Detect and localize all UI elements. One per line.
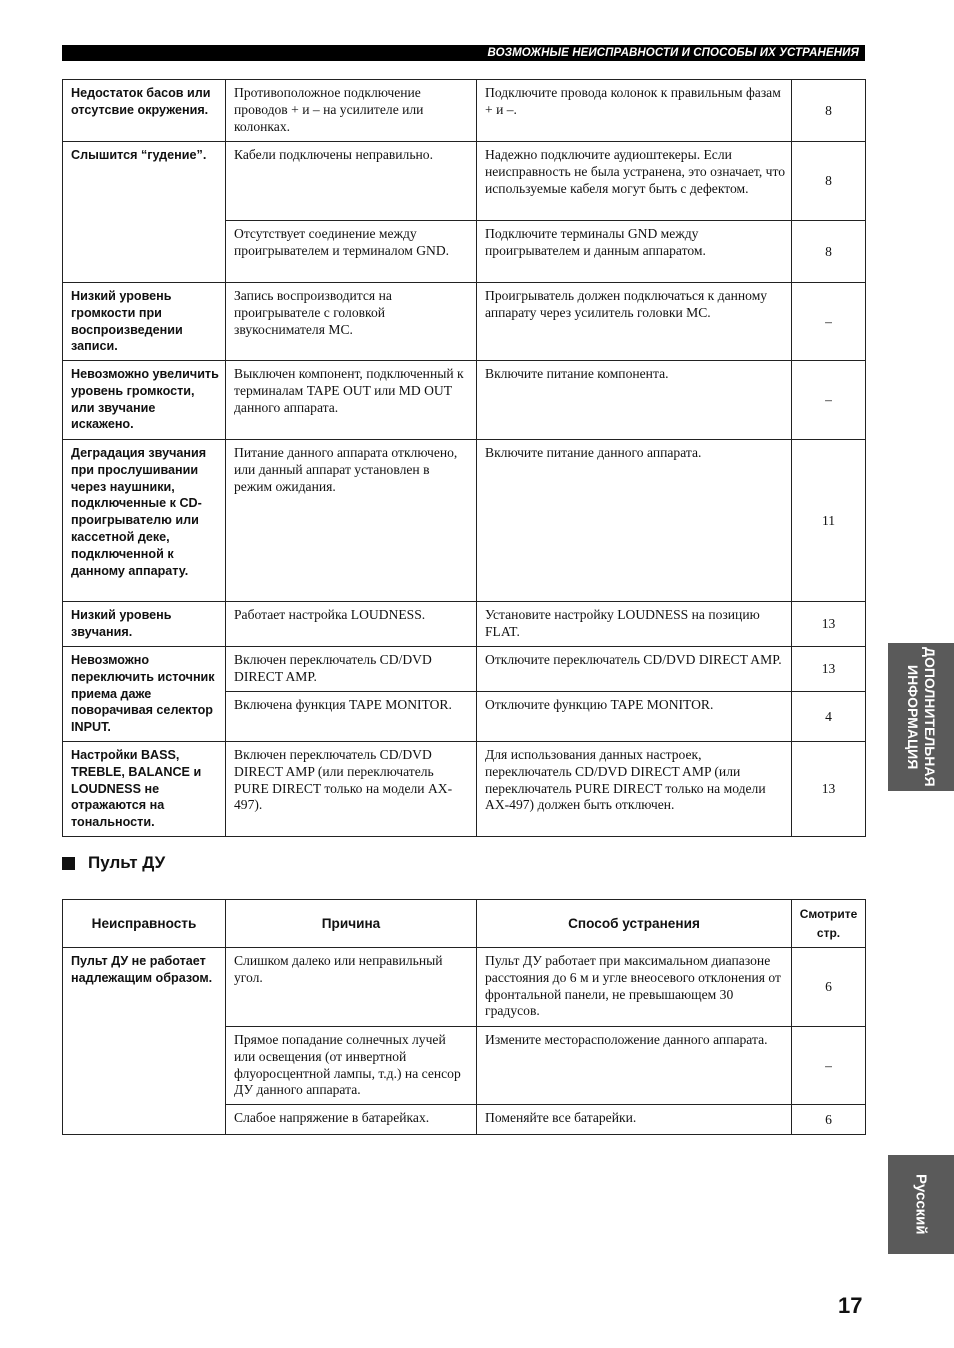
page-ref-cell: 6	[792, 948, 866, 1027]
cause-cell: Слабое напряжение в батарейках.	[226, 1105, 477, 1135]
cause-cell: Включен переключатель CD/DVD DIRECT AMP.	[226, 647, 477, 692]
cause-cell: Выключен компонент, подключенный к терминалам TAPE OUT или MD OUT данного аппарата.	[226, 361, 477, 440]
page-ref-cell: 8	[792, 80, 866, 142]
header-remedy: Способ устранения	[477, 900, 792, 948]
header-see-page-line2: стр.	[816, 925, 841, 940]
cause-cell: Прямое попадание солнечных лучей или освещения (от инвертной флуоросцентной лампы, т.д.) на сенсор ДУ данного аппарата.	[226, 1027, 477, 1105]
remedy-cell: Подключите терминалы GND между проигрывателем и данным аппаратом.	[477, 221, 792, 283]
problem-cell: Невозможно увеличить уровень громкости, или звучание искажено.	[63, 361, 226, 440]
page-ref-cell: –	[792, 283, 866, 361]
table-row	[63, 361, 866, 440]
table-row	[63, 283, 866, 361]
cause-cell: Слишком далеко или неправильный угол.	[226, 948, 477, 1027]
remedy-cell: Подключите провода колонок к правильным фазам + и –.	[477, 80, 792, 142]
problem-cell: Настройки BASS, TREBLE, BALANCE и LOUDNESS не отражаются на тональности.	[63, 742, 226, 837]
remedy-cell: Пульт ДУ работает при максимальном диапазоне расстояния до 6 м и угле внеосевого отклонения от фронтальной панели, не превышающем 30 градусов.	[477, 948, 792, 1027]
header-cause: Причина	[226, 900, 477, 948]
remedy-cell: Включите питание данного аппарата.	[477, 440, 792, 602]
table-row	[63, 948, 866, 1027]
cause-cell: Противоположное подключение проводов + и – на усилителе или колонках.	[226, 80, 477, 142]
section-header-bar	[62, 45, 865, 61]
table-row	[63, 602, 866, 647]
header-see-page	[792, 900, 866, 948]
remote-section-heading	[62, 853, 165, 873]
cause-cell: Отсутствует соединение между проигрывателем и терминалом GND.	[226, 221, 477, 283]
remedy-cell: Надежно подключите аудиоштекеры. Если неисправность не была устранена, это означает, что используемые кабеля могут быть с дефектом.	[477, 142, 792, 221]
table-row	[63, 647, 866, 692]
side-tab-additional-line2: ИНФОРМАЦИЯ	[905, 664, 921, 770]
problem-cell: Невозможно переключить источник приема даже поворачивая селектор INPUT.	[63, 647, 226, 742]
section-header-title: ВОЗМОЖНЫЕ НЕИСПРАВНОСТИ И СПОСОБЫ ИХ УСТРАНЕНИЯ	[487, 47, 859, 59]
page-ref-cell: 8	[792, 221, 866, 283]
problem-cell: Недостаток басов или отсутсвие окружения.	[63, 80, 226, 142]
cause-cell: Питание данного аппарата отключено, или данный аппарат установлен в режим ожидания.	[226, 440, 477, 602]
remote-section-title: Пульт ДУ	[88, 853, 166, 872]
remedy-cell: Отключите функцию TAPE MONITOR.	[477, 692, 792, 742]
problem-cell: Слышится “гудение”.	[63, 142, 226, 283]
header-problem: Неисправность	[63, 900, 226, 948]
remedy-cell: Проигрыватель должен подключаться к данному аппарату через усилитель головки MC.	[477, 283, 792, 361]
page-ref-cell: 13	[792, 647, 866, 692]
problem-cell: Пульт ДУ не работает надлежащим образом.	[63, 948, 226, 1135]
remedy-cell: Измените месторасположение данного аппарата.	[477, 1027, 792, 1105]
page-ref-cell: 13	[792, 602, 866, 647]
cause-cell: Включен переключатель CD/DVD DIRECT AMP (или переключатель PURE DIRECT только на модели AX-497).	[226, 742, 477, 837]
page-ref-cell: 6	[792, 1105, 866, 1135]
table-row	[63, 440, 866, 602]
troubleshooting-table	[62, 79, 866, 837]
side-tab-additional-info-label	[904, 647, 938, 787]
table-row	[63, 742, 866, 837]
cause-cell: Кабели подключены неправильно.	[226, 142, 477, 221]
table-row	[63, 80, 866, 142]
remedy-cell: Включите питание компонента.	[477, 361, 792, 440]
side-tab-additional-line1: ДОПОЛНИТЕЛЬНАЯ	[922, 647, 938, 787]
page-ref-cell: 11	[792, 440, 866, 602]
page-number: 17	[838, 1293, 863, 1318]
remedy-cell: Отключите переключатель CD/DVD DIRECT AMP.	[477, 647, 792, 692]
page-ref-cell: 13	[792, 742, 866, 837]
square-bullet-icon	[62, 857, 75, 870]
remedy-cell: Для использования данных настроек, переключатель CD/DVD DIRECT AMP (или переключатель PURE DIRECT только на модели AX-497) должен быть отключен.	[477, 742, 792, 837]
cause-cell: Запись воспроизводится на проигрывателе с головкой звукоснимателя MC.	[226, 283, 477, 361]
table-header-row	[63, 900, 866, 948]
side-tab-language-label: Русский	[912, 1174, 930, 1235]
page-ref-cell: –	[792, 1027, 866, 1105]
cause-cell: Включена функция TAPE MONITOR.	[226, 692, 477, 742]
page-ref-cell: –	[792, 361, 866, 440]
cause-cell: Работает настройка LOUDNESS.	[226, 602, 477, 647]
table-row	[63, 142, 866, 221]
side-tab-additional-info	[888, 643, 954, 791]
remedy-cell: Установите настройку LOUDNESS на позицию FLAT.	[477, 602, 792, 647]
problem-cell: Низкий уровень звучания.	[63, 602, 226, 647]
remote-troubleshooting-table	[62, 899, 866, 1135]
side-tab-language	[888, 1155, 954, 1254]
problem-cell: Деградация звучания при прослушивании через наушники, подключенные к CD-проигрывателю или кассетной деке, подключенной к данному аппарату.	[63, 440, 226, 602]
problem-cell: Низкий уровень громкости при воспроизведении записи.	[63, 283, 226, 361]
header-see-page-line1: Смотрите	[799, 906, 858, 921]
page-ref-cell: 8	[792, 142, 866, 221]
page-ref-cell: 4	[792, 692, 866, 742]
remedy-cell: Поменяйте все батарейки.	[477, 1105, 792, 1135]
